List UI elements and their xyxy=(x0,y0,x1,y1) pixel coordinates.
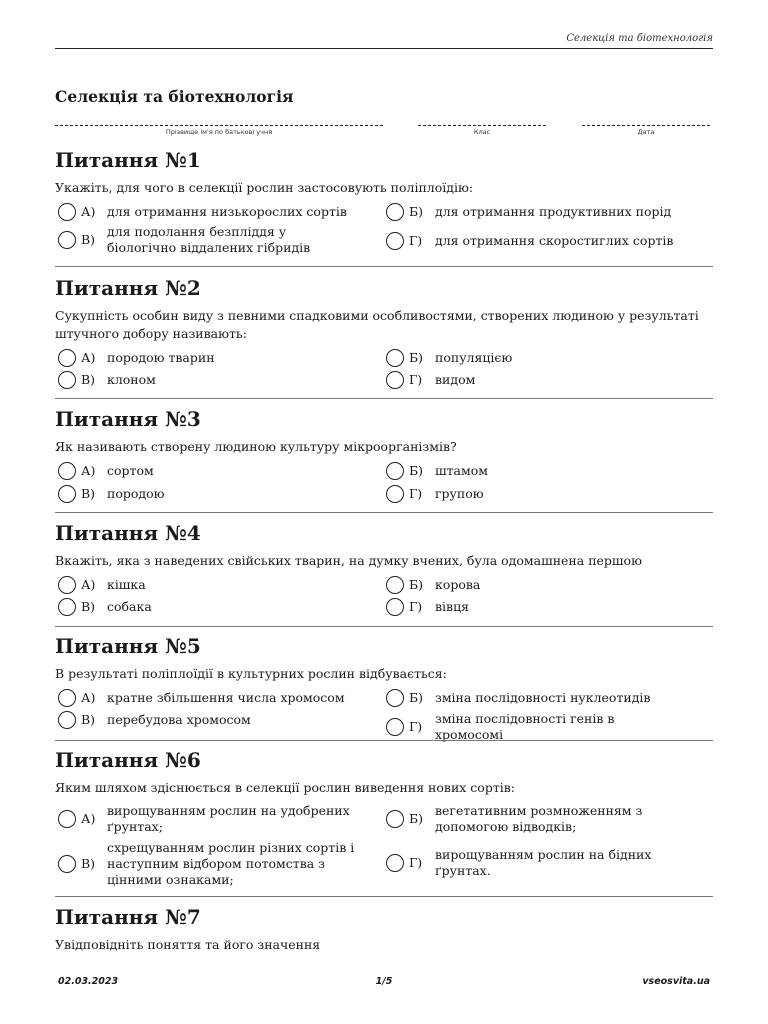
option-text: перебудова хромосом xyxy=(107,712,251,727)
name-field-line xyxy=(55,118,383,126)
option-text: групою xyxy=(435,486,484,501)
option-c[interactable] xyxy=(58,711,357,729)
option-letter: В) xyxy=(81,712,96,727)
radio-circle-icon[interactable] xyxy=(386,485,404,503)
document-title: Селекція та біотехнологія xyxy=(55,87,294,106)
running-title: Селекція та біотехнологія xyxy=(566,33,713,44)
date-field-line xyxy=(582,118,710,126)
options-list xyxy=(55,803,713,893)
radio-circle-icon[interactable] xyxy=(386,576,404,594)
question-title: Питання №3 xyxy=(55,407,201,431)
option-text: собака xyxy=(107,599,152,614)
question-title: Питання №2 xyxy=(55,276,201,300)
option-d[interactable] xyxy=(386,847,685,879)
option-letter: Г) xyxy=(409,233,423,248)
question-2 xyxy=(55,276,713,389)
options-list xyxy=(55,203,713,255)
option-letter: Б) xyxy=(409,350,424,365)
radio-circle-icon[interactable] xyxy=(58,576,76,594)
option-letter: В) xyxy=(81,599,96,614)
options-list xyxy=(55,349,713,389)
running-header xyxy=(55,30,713,49)
name-field[interactable] xyxy=(55,118,383,136)
radio-circle-icon[interactable] xyxy=(58,711,76,729)
radio-circle-icon[interactable] xyxy=(58,349,76,367)
radio-circle-icon[interactable] xyxy=(58,462,76,480)
date-field[interactable] xyxy=(582,118,710,136)
question-text: Увідповідніть поняття та його значення xyxy=(55,937,321,952)
radio-circle-icon[interactable] xyxy=(58,485,76,503)
option-letter: А) xyxy=(81,204,96,219)
option-d[interactable] xyxy=(386,598,685,616)
option-letter: Г) xyxy=(409,719,423,734)
option-letter: В) xyxy=(81,486,96,501)
question-divider xyxy=(55,398,713,399)
option-c[interactable] xyxy=(58,224,357,256)
radio-circle-icon[interactable] xyxy=(58,855,76,873)
option-d[interactable] xyxy=(386,232,685,250)
class-field-line xyxy=(418,118,546,126)
name-field-label: Прізвище ім'я по батькові учня xyxy=(165,128,273,136)
option-a[interactable] xyxy=(58,462,357,480)
option-letter: Б) xyxy=(409,463,424,478)
option-letter: Б) xyxy=(409,690,424,705)
radio-circle-icon[interactable] xyxy=(58,203,76,221)
question-4 xyxy=(55,521,713,616)
option-text: для отримання скоростиглих сортів xyxy=(435,233,674,248)
option-letter: Г) xyxy=(409,855,423,870)
radio-circle-icon[interactable] xyxy=(386,232,404,250)
options-list xyxy=(55,576,713,616)
option-a[interactable] xyxy=(58,689,357,707)
option-text: для подолання безпліддя у біологічно віддалених гібридів xyxy=(107,224,311,255)
option-text: вегетативним розмноженням з допомогою відводків; xyxy=(435,803,643,834)
option-text: вівця xyxy=(435,599,469,614)
option-b[interactable] xyxy=(386,689,685,707)
question-title: Питання №5 xyxy=(55,634,201,658)
radio-circle-icon[interactable] xyxy=(386,854,404,872)
option-text: корова xyxy=(435,577,481,592)
option-a[interactable] xyxy=(58,203,357,221)
radio-circle-icon[interactable] xyxy=(386,810,404,828)
radio-circle-icon[interactable] xyxy=(58,689,76,707)
option-letter: Б) xyxy=(409,577,424,592)
question-divider xyxy=(55,512,713,513)
option-text: кратне збільшення числа хромосом xyxy=(107,690,345,705)
option-text: сортом xyxy=(107,463,154,478)
option-b[interactable] xyxy=(386,203,685,221)
question-1 xyxy=(55,148,713,255)
question-text: Як називають створену людиною культуру мікроорганізмів? xyxy=(55,439,457,454)
date-field-label: Дата xyxy=(637,128,655,136)
question-divider xyxy=(55,266,713,267)
option-c[interactable] xyxy=(58,371,357,389)
question-text: Яким шляхом здіснюється в селекції рослин виведення нових сортів: xyxy=(55,780,515,795)
class-field[interactable] xyxy=(418,118,546,136)
option-letter: Г) xyxy=(409,486,423,501)
option-letter: В) xyxy=(81,372,96,387)
class-field-label: Клас xyxy=(473,128,491,136)
option-text: породою xyxy=(107,486,165,501)
option-text: для отримання низькорослих сортів xyxy=(107,204,347,219)
option-text: штамом xyxy=(435,463,488,478)
option-b[interactable] xyxy=(386,576,685,594)
question-divider xyxy=(55,626,713,627)
option-a[interactable] xyxy=(58,576,357,594)
radio-circle-icon[interactable] xyxy=(386,689,404,707)
option-text: кішка xyxy=(107,577,146,592)
option-a[interactable] xyxy=(58,349,357,367)
question-3 xyxy=(55,407,713,502)
question-5 xyxy=(55,634,713,742)
question-divider xyxy=(55,896,713,897)
radio-circle-icon[interactable] xyxy=(386,462,404,480)
option-b[interactable] xyxy=(386,349,685,367)
option-letter: Г) xyxy=(409,599,423,614)
option-letter: Б) xyxy=(409,204,424,219)
option-text: видом xyxy=(435,372,476,387)
radio-circle-icon[interactable] xyxy=(58,810,76,828)
option-c[interactable] xyxy=(58,485,357,503)
option-b[interactable] xyxy=(386,803,685,835)
question-text: Укажіть, для чого в селекції рослин застосовують поліплоїдію: xyxy=(55,180,474,195)
question-7 xyxy=(55,905,713,954)
option-d[interactable] xyxy=(386,485,685,503)
option-a[interactable] xyxy=(58,803,357,835)
option-c[interactable] xyxy=(58,598,357,616)
option-text: вирощуванням рослин на бідних ґрунтах. xyxy=(435,847,652,878)
option-letter: А) xyxy=(81,811,96,826)
question-divider xyxy=(55,740,713,741)
footer-date: 02.03.2023 xyxy=(58,976,119,987)
question-text: Вкажіть, яка з наведених свійських тварин, на думку вчених, була одомашнена першою xyxy=(55,553,642,568)
footer-site: vseosvita.ua xyxy=(642,976,710,987)
option-text: для отримання продуктивних порід xyxy=(435,204,672,219)
radio-circle-icon[interactable] xyxy=(386,203,404,221)
question-6 xyxy=(55,748,713,893)
options-list xyxy=(55,462,713,502)
option-text: зміна послідовності нуклеотидів xyxy=(435,690,651,705)
option-letter: В) xyxy=(81,856,96,871)
option-text: схрещуванням рослин різних сортів і наступним відбором потомства з цінними ознаками; xyxy=(107,840,355,887)
option-text: популяцією xyxy=(435,350,513,365)
radio-circle-icon[interactable] xyxy=(58,371,76,389)
option-d[interactable] xyxy=(386,711,685,743)
option-text: зміна послідовності генів в хромосомі xyxy=(435,711,615,742)
option-letter: Б) xyxy=(409,811,424,826)
radio-circle-icon[interactable] xyxy=(386,349,404,367)
option-letter: А) xyxy=(81,463,96,478)
question-title: Питання №7 xyxy=(55,905,201,929)
option-letter: В) xyxy=(81,232,96,247)
option-letter: А) xyxy=(81,577,96,592)
question-text: Сукупність особин виду з певними спадковими особливостями, створених людиною у результаті штучного добору називають: xyxy=(55,308,699,341)
option-letter: А) xyxy=(81,690,96,705)
option-d[interactable] xyxy=(386,371,685,389)
option-text: вирощуванням рослин на удобрених ґрунтах; xyxy=(107,803,350,834)
question-text: В результаті поліплоїдії в культурних рослин відбувається: xyxy=(55,666,447,681)
footer-page-number: 1/5 xyxy=(375,976,393,987)
option-text: породою тварин xyxy=(107,350,215,365)
radio-circle-icon[interactable] xyxy=(386,598,404,616)
options-list xyxy=(55,689,713,742)
option-text: клоном xyxy=(107,372,156,387)
radio-circle-icon[interactable] xyxy=(386,371,404,389)
question-title: Питання №6 xyxy=(55,748,201,772)
radio-circle-icon[interactable] xyxy=(58,598,76,616)
radio-circle-icon[interactable] xyxy=(58,231,76,249)
question-title: Питання №1 xyxy=(55,148,201,172)
option-c[interactable] xyxy=(58,840,357,888)
option-letter: А) xyxy=(81,350,96,365)
option-b[interactable] xyxy=(386,462,685,480)
question-title: Питання №4 xyxy=(55,521,201,545)
option-letter: Г) xyxy=(409,372,423,387)
radio-circle-icon[interactable] xyxy=(386,718,404,736)
